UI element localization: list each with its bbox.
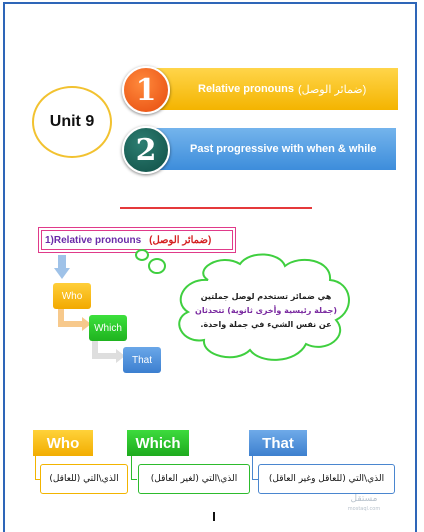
topic-1-title-en: Relative pronouns <box>198 83 294 95</box>
topic-1-number: 1 <box>122 66 170 114</box>
meaning-who: الذي\التي (للعاقل) <box>40 464 128 494</box>
pronoun-tab-which: Which <box>127 430 189 456</box>
divider-line <box>120 207 312 209</box>
connector-line <box>131 456 137 480</box>
unit-label: Unit 9 <box>49 113 95 130</box>
topic-1-bar <box>148 68 398 110</box>
meaning-that: الذي\التي (للعاقل وغير العاقل) <box>258 464 395 494</box>
cloud-definition <box>186 290 346 332</box>
topic-2-bar <box>148 128 396 170</box>
elbow-arrow-icon <box>58 309 92 331</box>
section-title-en: 1)Relative pronouns <box>45 234 142 246</box>
section-title-ar: (ضمائر الوصل) <box>149 234 212 246</box>
down-arrow-icon <box>54 255 70 279</box>
topic-2-title-en: Past progressive with when & while <box>190 143 377 155</box>
cloud-line-1: هي ضمائر تستخدم لوصل جملتين <box>200 292 332 301</box>
unit-badge <box>32 86 112 158</box>
pronoun-tab-that: That <box>249 430 307 456</box>
cloud-line-2: (جملة رئيسية وأخرى ثانوية) تتحدثان <box>195 306 337 315</box>
flow-who: Who <box>53 283 91 309</box>
meaning-which: الذي\التي (لغير العاقل) <box>138 464 250 494</box>
watermark-logo: مستقل <box>350 494 378 504</box>
pronoun-tab-who: Who <box>33 430 93 456</box>
cloud-line-3: عن نفس الشيء في جملة واحدة. <box>200 320 332 329</box>
topic-2-number: 2 <box>122 126 170 174</box>
flow-that: That <box>123 347 161 373</box>
watermark-site: mostaql.com <box>347 506 381 512</box>
text-cursor <box>213 512 215 521</box>
topic-1-title-ar: (ضمائر الوصل) <box>297 83 367 96</box>
flow-which: Which <box>89 315 127 341</box>
watermark <box>344 494 384 514</box>
